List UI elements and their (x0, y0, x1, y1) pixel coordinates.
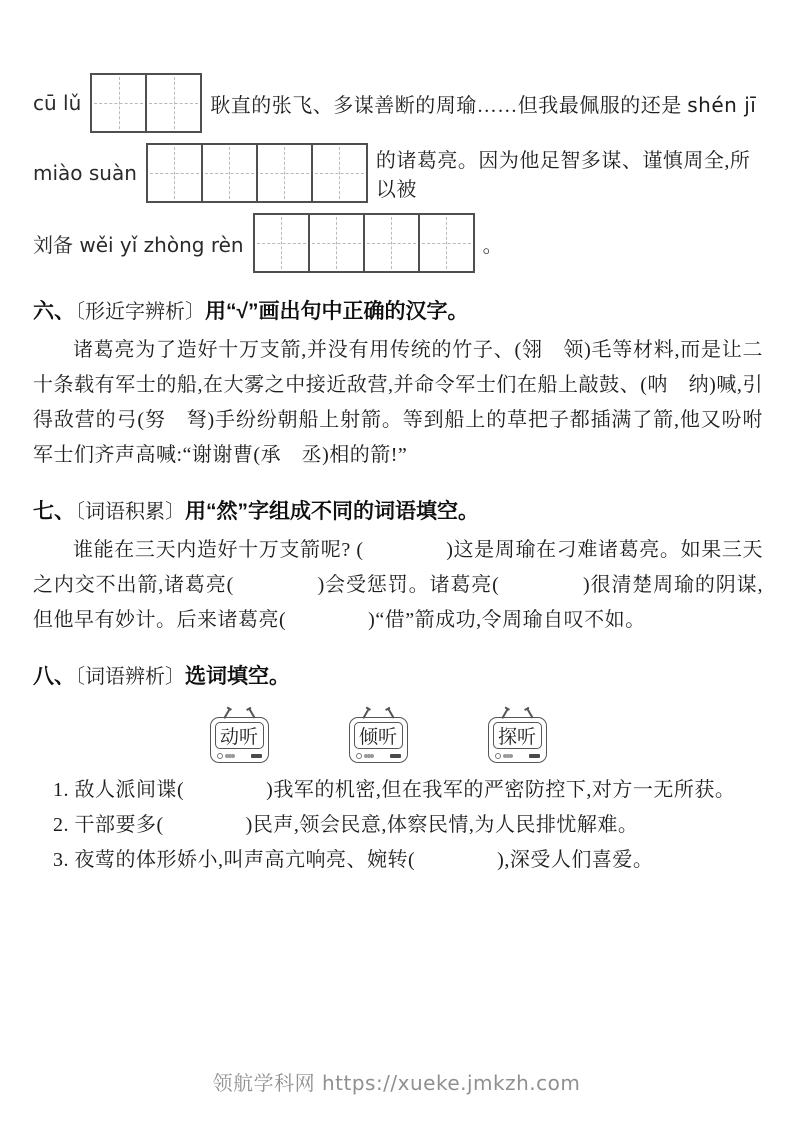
fill-in-item-1: 1. 敌人派间谍( )我军的机密,但在我军的严密防控下,对方一无所获。 (53, 779, 736, 801)
pinyin-row (33, 213, 763, 273)
section-number: 七、 (33, 500, 75, 523)
writing-grid-cell[interactable] (311, 145, 366, 201)
tv-antenna-icon (362, 708, 369, 718)
pinyin-row (33, 73, 763, 133)
tv-knob-icon (495, 753, 501, 759)
writing-grid-cell[interactable] (148, 145, 201, 201)
word-option: 动听 (215, 722, 264, 749)
section-tag: 〔形近字辨析〕 (75, 301, 205, 323)
section-number: 六、 (33, 300, 75, 323)
tv-knob-icon (356, 753, 362, 759)
site-watermark: 领航学科网 https://xueke.jmkzh.com (212, 1071, 581, 1095)
section-number: 八、 (33, 665, 75, 688)
writing-grid (146, 143, 368, 203)
writing-grid-cell[interactable] (308, 215, 363, 271)
section-6-paragraph: 诸葛亮为了造好十万支箭,并没有用传统的竹子、(翎 领)毛等材料,而是让二十条载有军士的船,在大雾之中接近敌营,并命令军士们在船上敲鼓、(呐 纳)喊,引得敌营的弓(努 弩)手纷纷朝船上射箭。等到船上的草把子都插满了箭,他又吩咐军士们齐声高喊:“谢谢曹(承 丞)相的箭!” (33, 339, 763, 466)
pinyin-label: miào suàn (33, 161, 137, 185)
tv-antenna-icon (387, 708, 394, 718)
row-text-pinyin: shén jī (687, 92, 757, 117)
writing-grid-cell[interactable] (145, 75, 200, 131)
section-title: 选词填空。 (185, 665, 290, 688)
tv-base (495, 753, 540, 759)
writing-grid (90, 73, 202, 133)
row-text-chinese: 的诸葛亮。因为他足智多谋、谨慎周全,所以被 (375, 150, 751, 201)
writing-grid-cell[interactable] (256, 145, 311, 201)
tv-word-box (210, 717, 269, 763)
tv-word-box (488, 717, 547, 763)
row-text (483, 229, 504, 258)
tv-word-box (349, 717, 408, 763)
section-8-heading (33, 660, 763, 690)
word-option: 探听 (493, 722, 542, 749)
pinyin-label: 刘备 wěi yǐ zhòng rèn (33, 232, 244, 257)
tv-antenna-icon (223, 708, 230, 718)
writing-grid-cell[interactable] (201, 145, 256, 201)
writing-grid-cell[interactable] (418, 215, 473, 271)
fill-in-items (53, 773, 763, 878)
tv-antenna-icon (248, 708, 255, 718)
row-text-chinese: 。 (482, 234, 504, 257)
section-6-heading (33, 295, 763, 325)
row-text (210, 89, 756, 118)
tv-speaker-icon (390, 754, 401, 758)
tv-base (356, 753, 401, 759)
section-title: 用“然”字组成不同的词语填空。 (185, 500, 479, 523)
tv-antenna-icon (501, 708, 508, 718)
section-tag: 〔词语辨析〕 (75, 666, 185, 688)
writing-grid-cell[interactable] (255, 215, 308, 271)
section-tag: 〔词语积累〕 (75, 501, 185, 523)
pinyin-label: cū lǔ (33, 91, 82, 115)
writing-grid (253, 213, 475, 273)
section-title: 用“√”画出句中正确的汉字。 (205, 300, 469, 323)
section-7-heading (33, 495, 763, 525)
tv-base (217, 753, 262, 759)
tv-speaker-icon (251, 754, 262, 758)
fill-in-item-2: 2. 干部要多( )民声,领会民意,体察民情,为人民排忧解难。 (53, 814, 639, 836)
row-text (376, 144, 763, 202)
section-7-paragraph: 谁能在三天内造好十万支箭呢? ( )这是周瑜在刁难诸葛亮。如果三天之内交不出箭,诸葛亮( )会受惩罚。诸葛亮( )很清楚周瑜的阴谋,但他早有妙计。后来诸葛亮( )“借”箭成功,令周瑜自叹不如。 (33, 539, 763, 631)
tv-speaker-icon (529, 754, 540, 758)
writing-grid-cell[interactable] (363, 215, 418, 271)
fill-in-item-3: 3. 夜莺的体形娇小,叫声高亢响亮、婉转( ),深受人们喜爱。 (53, 849, 654, 871)
pinyin-row (33, 143, 763, 203)
tv-knob-icon (217, 753, 223, 759)
writing-grid-cell[interactable] (92, 75, 145, 131)
word-option: 倾听 (354, 722, 403, 749)
tv-antenna-icon (526, 708, 533, 718)
row-text-chinese: 耿直的张飞、多谋善断的周瑜……但我最佩服的还是 (210, 94, 688, 117)
word-bank (33, 706, 723, 763)
